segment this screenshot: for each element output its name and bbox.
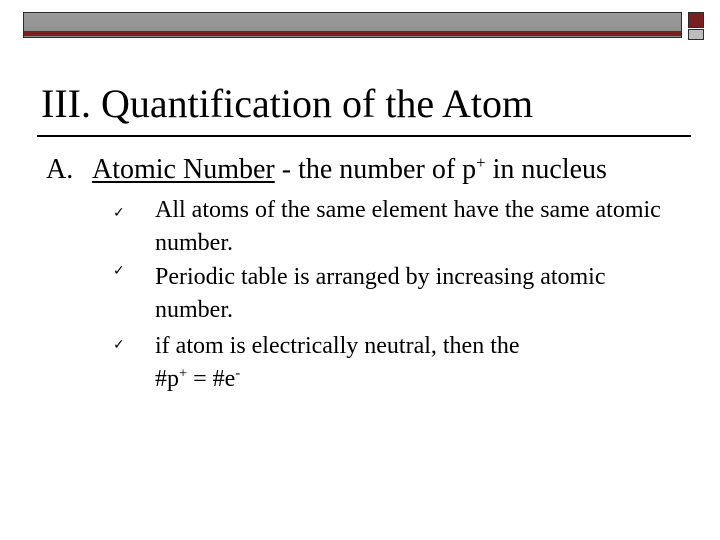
decorative-corner-box (688, 12, 704, 28)
proton-count: #p (155, 366, 179, 392)
checkmark-icon: ✓ (113, 337, 125, 353)
proton-superscript: + (179, 365, 188, 382)
sub-point-line (155, 363, 675, 396)
sub-point (155, 330, 675, 396)
point-a-term: Atomic Number (92, 154, 275, 185)
sub-point: All atoms of the same element have the same atomic number. (155, 197, 661, 256)
point-a (46, 152, 607, 188)
electron-superscript: - (235, 365, 241, 382)
sub-point: Periodic table is arranged by increasing atomic number. (155, 264, 606, 323)
point-a-text-end: in nucleus (485, 154, 607, 185)
sub-point-line: if atom is electrically neutral, then the (155, 333, 520, 359)
title-divider (37, 135, 691, 137)
checkmark-icon: ✓ (113, 205, 125, 221)
point-a-superscript: + (476, 152, 486, 172)
point-a-text: - the number of p (274, 154, 477, 185)
decorative-top-band (23, 12, 682, 38)
decorative-corner-box-lower (688, 29, 704, 40)
point-a-marker: A. (46, 154, 74, 185)
equals-electron-count: = #e (187, 366, 236, 392)
slide-title: III. Quantification of the Atom (41, 81, 534, 126)
checkmark-icon: ✓ (113, 263, 125, 279)
